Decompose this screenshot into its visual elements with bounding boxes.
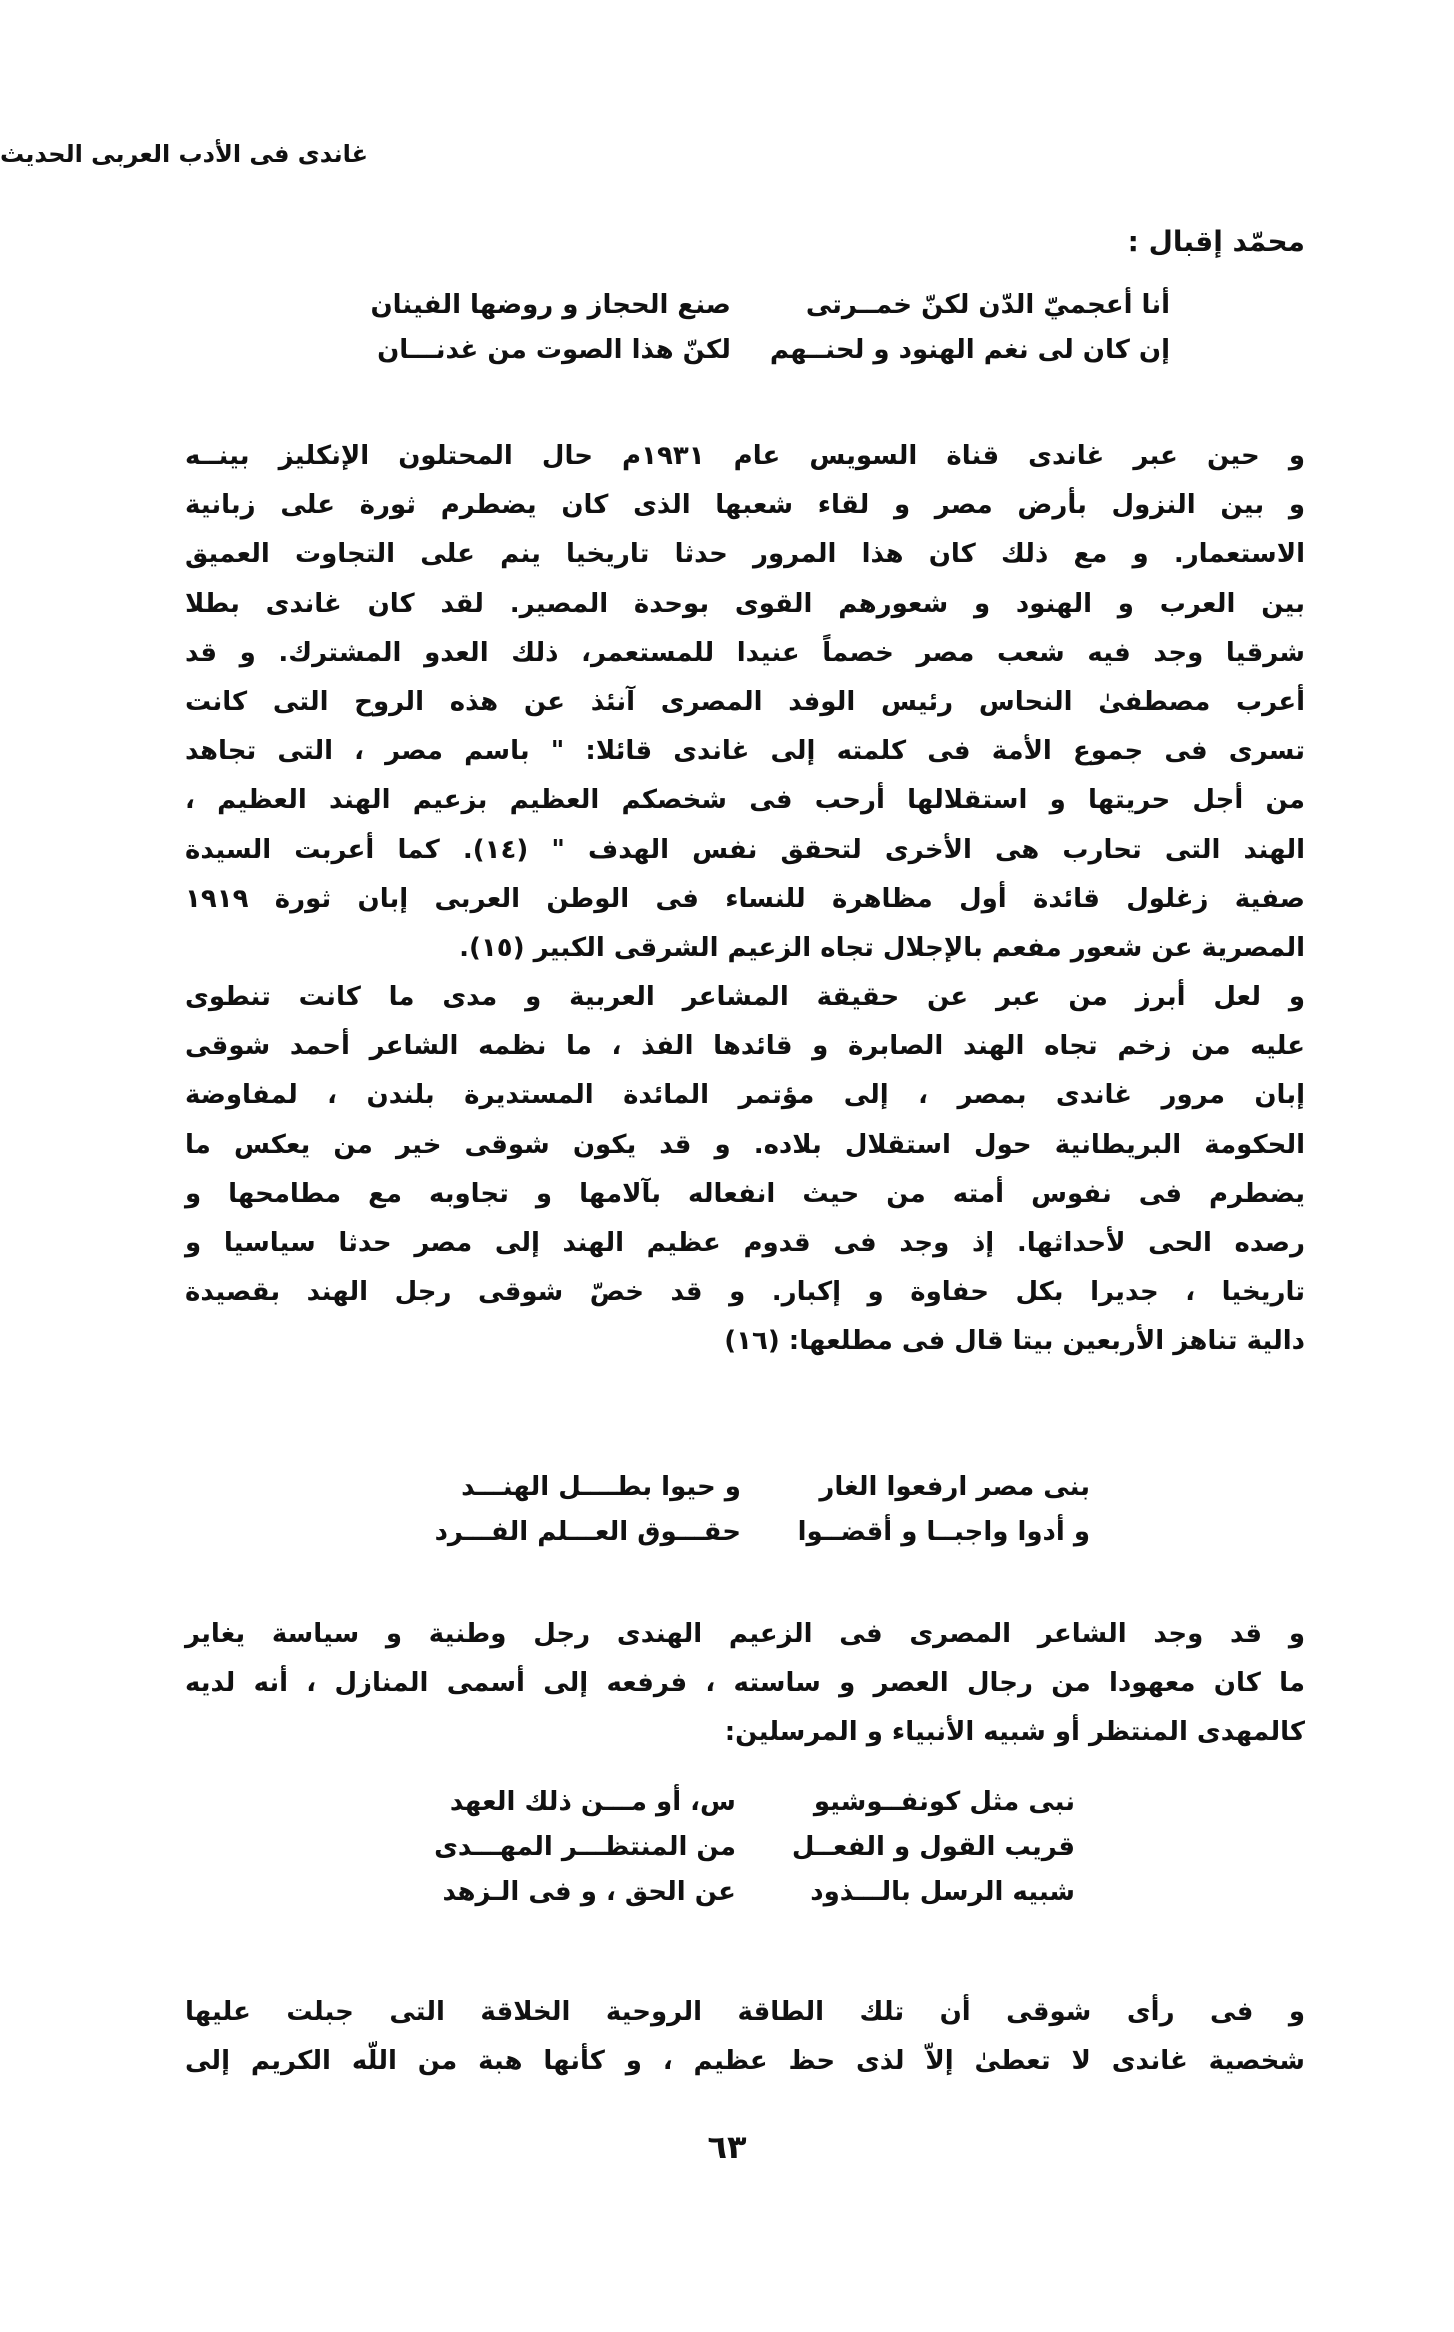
text-line: دالية تناهز الأربعين بيتا قال فى مطلعها: (١٦) bbox=[724, 1326, 1305, 1357]
text-line: و قد وجد الشاعر المصرى فى الزعيم الهندى رجل وطنية و سياسة يغاير bbox=[185, 1619, 1305, 1649]
text-line: شرقيا وجد فيه شعب مصر خصماً عنيدا للمستعمر، ذلك العدو المشترك. و قد bbox=[185, 637, 1305, 668]
verse-line bbox=[385, 1870, 1075, 1915]
text-line: المصرية عن شعور مفعم بالإجلال تجاه الزعيم الشرقى الكبير (١٥). bbox=[459, 932, 1305, 963]
verse-line bbox=[290, 328, 1170, 373]
verse-block-iqbal bbox=[290, 283, 1170, 373]
text-line: الحكومة البريطانية حول استقلال بلاده. و قد يكون شوقى خير من يعكس ما bbox=[185, 1129, 1305, 1160]
verse-first-hemistich: إن كان لى نغم الهنود و لحنــهم bbox=[769, 335, 1170, 365]
text-line: تسرى فى جموع الأمة فى كلمته إلى غاندى قائلا: " باسم مصر ، التى تجاهد bbox=[185, 736, 1305, 767]
verse-second-hemistich: عن الحق ، و فى الـزهد bbox=[442, 1877, 736, 1907]
text-line: ما كان معهودا من رجال العصر و ساسته ، فرفعه إلى أسمى المنازل ، أنه لديه bbox=[185, 1668, 1305, 1699]
running-header: غاندى فى الأدب العربى الحديث bbox=[0, 140, 369, 168]
verse-second-hemistich: س، أو مـــن ذلك العهد bbox=[449, 1787, 736, 1817]
verse-first-hemistich: نبى مثل كونفــوشيو bbox=[813, 1787, 1075, 1817]
text-line: الهند التى تحارب هى الأخرى لتحقق نفس الهدف " (١٤). كما أعربت السيدة bbox=[185, 834, 1305, 865]
text-line: و حين عبر غاندى قناة السويس عام ١٩٣١م حال المحتلون الإنكليز بينــه bbox=[185, 441, 1305, 471]
text-line: تاريخيا ، جديرا بكل حفاوة و إكبار. و قد خصّ شوقى رجل الهند بقصيدة bbox=[185, 1277, 1305, 1308]
verse-first-hemistich: و أدوا واجبــا و أقضــوا bbox=[797, 1517, 1090, 1547]
verse-block-shawqi-2 bbox=[385, 1780, 1075, 1915]
poet-name-label: محمّد إقبال : bbox=[1127, 225, 1305, 258]
paragraph-gandhi-suez bbox=[185, 432, 1305, 1367]
text-line: كالمهدى المنتظر أو شبيه الأنبياء و المرسلين: bbox=[724, 1717, 1305, 1748]
paragraph-shawqi-view bbox=[185, 1610, 1305, 1758]
verse-first-hemistich: بنى مصر ارفعوا الغار bbox=[819, 1472, 1090, 1502]
verse-second-hemistich: حقـــوق العـــلم الفـــرد bbox=[434, 1517, 741, 1547]
verse-second-hemistich: صنع الحجاز و روضها الفينان bbox=[370, 290, 731, 320]
verse-second-hemistich: من المنتظـــر المهـــدى bbox=[434, 1832, 736, 1862]
text-line: أعرب مصطفىٰ النحاس رئيس الوفد المصرى آنئذ عن هذه الروح التى كانت bbox=[185, 686, 1305, 717]
text-line: و فى رأى شوقى أن تلك الطاقة الروحية الخلاقة التى جبلت عليها bbox=[185, 1997, 1305, 2027]
text-line: و لعل أبرز من عبر عن حقيقة المشاعر العربية و مدى ما كانت تنطوى bbox=[185, 982, 1305, 1013]
verse-line bbox=[370, 1465, 1090, 1510]
verse-second-hemistich: و حيوا بطــــل الهنـــد bbox=[461, 1472, 741, 1502]
text-line: صفية زغلول قائدة أول مظاهرة للنساء فى الوطن العربى إبان ثورة ١٩١٩ bbox=[185, 883, 1305, 914]
text-line: من أجل حريتها و استقلالها أرحب فى شخصكم العظيم بزعيم الهند العظيم ، bbox=[185, 785, 1305, 816]
verse-line bbox=[385, 1825, 1075, 1870]
page-number: ٦٣ bbox=[707, 2128, 747, 2166]
verse-line bbox=[385, 1780, 1075, 1825]
text-line: الاستعمار. و مع ذلك كان هذا المرور حدثا تاريخيا ينم على التجاوت العميق bbox=[185, 539, 1305, 570]
text-line: شخصية غاندى لا تعطىٰ إلاّ لذى حظ عظيم ، و كأنها هبة من اللّه الكريم إلى bbox=[185, 2046, 1305, 2077]
paragraph-spiritual-energy bbox=[185, 1988, 1305, 2086]
text-line: رصده الحى لأحداثها. إذ وجد فى قدوم عظيم الهند إلى مصر حدثا سياسيا و bbox=[185, 1228, 1305, 1258]
text-line: و بين النزول بأرض مصر و لقاء شعبها الذى كان يضطرم ثورة على زبانية bbox=[185, 490, 1305, 521]
text-line: بين العرب و الهنود و شعورهم القوى بوحدة المصير. لقد كان غاندى بطلا bbox=[185, 588, 1305, 619]
verse-line bbox=[290, 283, 1170, 328]
text-line: عليه من زخم تجاه الهند الصابرة و قائدها الفذ ، ما نظمه الشاعر أحمد شوقى bbox=[185, 1031, 1305, 1062]
text-line: يضطرم فى نفوس أمته من حيث انفعاله بآلامها و تجاوبه مع مطامحها و bbox=[185, 1178, 1305, 1209]
verse-first-hemistich: أنا أعجميّ الدّن لكنّ خمــرتى bbox=[805, 290, 1170, 320]
verse-line bbox=[370, 1510, 1090, 1555]
verse-block-shawqi-1 bbox=[370, 1465, 1090, 1555]
verse-second-hemistich: لكنّ هذا الصوت من غدنـــان bbox=[377, 335, 731, 365]
verse-first-hemistich: قريب القول و الفعــل bbox=[791, 1832, 1075, 1862]
verse-first-hemistich: شبيه الرسل بالـــذود bbox=[810, 1877, 1075, 1907]
text-line: إبان مرور غاندى بمصر ، إلى مؤتمر المائدة المستديرة بلندن ، لمفاوضة bbox=[185, 1080, 1305, 1111]
